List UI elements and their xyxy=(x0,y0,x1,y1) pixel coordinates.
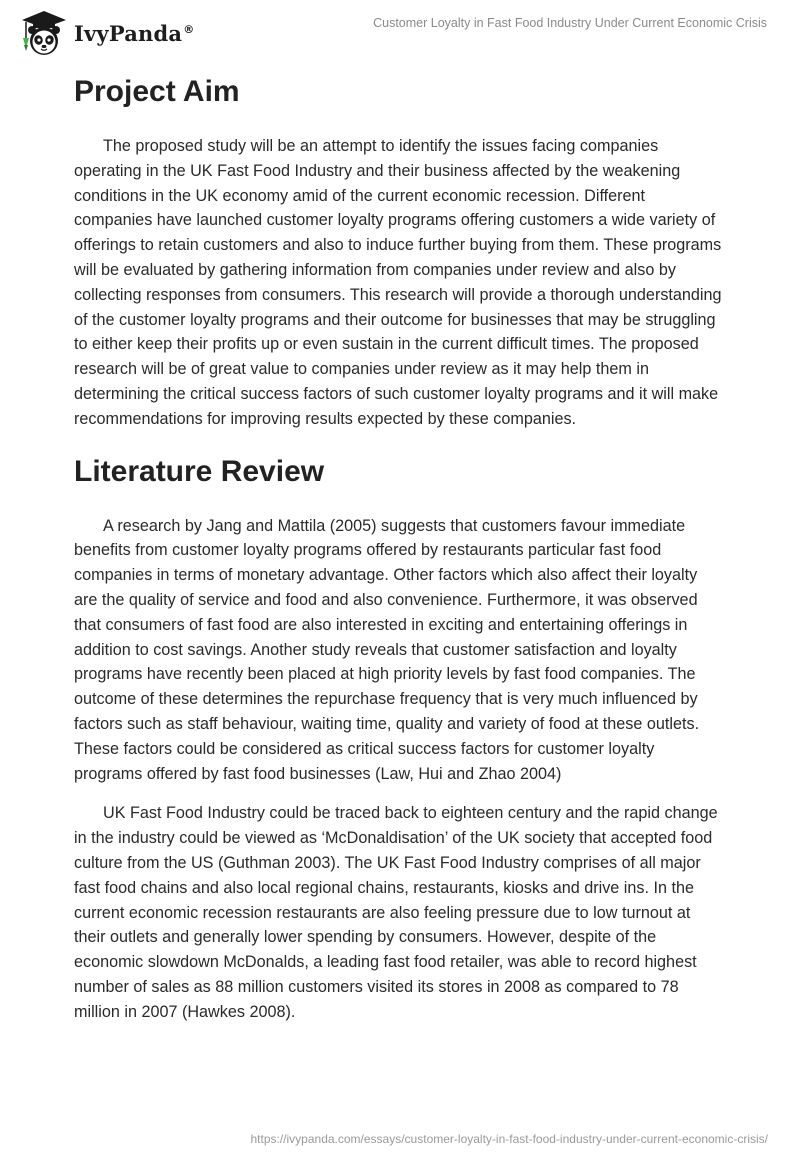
brand-logo[interactable] xyxy=(14,8,194,58)
source-url[interactable]: https://ivypanda.com/essays/customer-loyalty-in-fast-food-industry-under-current-economic-crisis/ xyxy=(250,1132,768,1146)
brand-name: IvyPanda® xyxy=(74,20,195,46)
paragraph-literature-review-1: A research by Jang and Mattila (2005) suggests that customers favour immediate benefits from customer loyalty programs offered by restaurants particular fast food companies in terms of monetary advantage. Other factors which also affect their loyalty are the quality of service and food and also convenience. Furthermore, it was observed that consumers of fast food are also interested in exciting and entertaining offerings in addition to cost savings. Another study reveals that customer satisfaction and loyalty programs have recently been placed at high priority levels by fast food companies. The outcome of these determines the repurchase frequency that is very much influenced by factors such as staff behaviour, waiting time, quality and variety of food at these outlets. These factors could be considered as critical success factors for customer loyalty programs offered by fast food businesses (Law, Hui and Zhao 2004) xyxy=(74,516,700,783)
document-running-title: Customer Loyalty in Fast Food Industry Under Current Economic Crisis xyxy=(373,16,767,30)
panda-graduate-icon xyxy=(14,8,68,58)
section-heading-literature-review: Literature Review xyxy=(74,454,325,488)
page-header xyxy=(0,0,800,62)
paragraph-literature-review-2: UK Fast Food Industry could be traced back to eighteen century and the rapid change in the industry could be viewed as ‘McDonaldisation’ of the UK society that accepted food culture from the US (Guthman 2003). The UK Fast Food Industry comprises of all major fast food chains and also local regional chains, restaurants, kiosks and drive ins. In the current economic recession restaurants are also feeling pressure due to low turnout at their outlets and generally lower spending by consumers. However, despite of the economic slowdown McDonalds, a leading fast food retailer, was able to record highest number of sales as 88 million customers visited its stores in 2008 as compared to 78 million in 2007 (Hawkes 2008). xyxy=(74,804,718,1021)
document-body xyxy=(74,70,724,1040)
registered-mark: ® xyxy=(183,22,195,36)
section-heading-project-aim: Project Aim xyxy=(74,75,240,108)
paragraph-project-aim: The proposed study will be an attempt to identify the issues facing companies operating in the UK Fast Food Industry and their business affected by the weakening conditions in the UK economy amid of the current economic recession. Different companies have launched customer loyalty programs offering customers a wide variety of offerings to retain customers and also to induce further buying from them. These programs will be evaluated by gathering information from companies under review and also by collecting responses from consumers. This research will provide a thorough understanding of the customer loyalty programs and their outcome for businesses that may be struggling to either keep their profits up or even sustain in the current difficult times. The proposed research will be of great value to companies under review as it may help them in determining the critical success factors of such customer loyalty programs and it will make recommendations for improving results expected by these companies. xyxy=(74,137,722,428)
